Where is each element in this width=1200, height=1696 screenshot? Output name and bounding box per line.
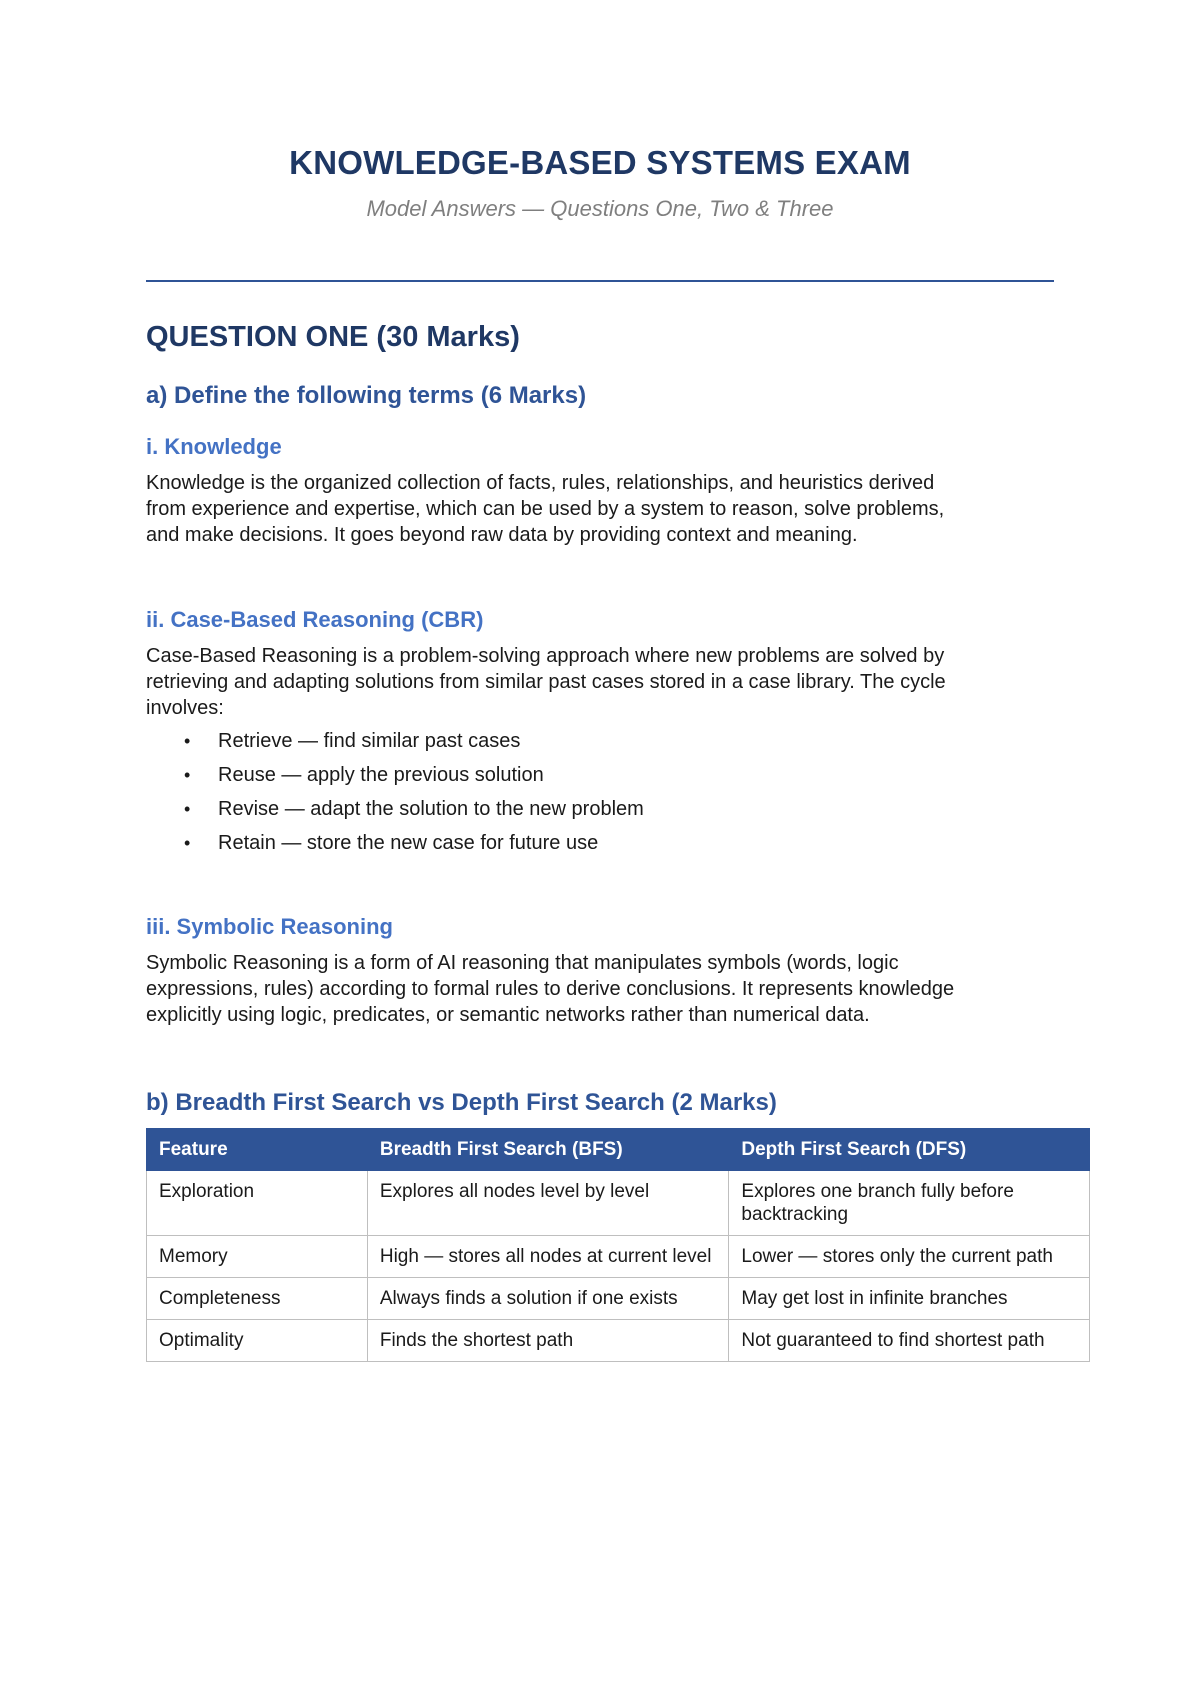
text-line: Symbolic Reasoning is a form of AI reasoning that manipulates symbols (words, logic [146,952,899,974]
text-line: involves: [146,697,224,719]
bullet-icon: • [184,731,191,751]
table-cell: Exploration [147,1171,368,1236]
text-line: Knowledge is the organized collection of facts, rules, relationships, and heuristics derived [146,472,935,494]
text-line: explicitly using logic, predicates, or semantic networks rather than numerical data. [146,1004,870,1026]
list-item: • Retain — store the new case for future use [184,832,599,854]
part-b-heading: b) Breadth First Search vs Depth First Search (2 Marks) [146,1089,777,1116]
column-header: Breadth First Search (BFS) [367,1129,729,1171]
bullet-icon: • [184,833,191,853]
list-item: • Retrieve — find similar past cases [184,730,521,752]
table-cell: Explores all nodes level by level [367,1171,729,1236]
column-header: Feature [147,1129,368,1171]
symbolic-definition [146,950,1054,1028]
table-row [147,1320,1090,1362]
table-cell: Lower — stores only the current path [729,1236,1090,1278]
term-symbolic-heading: iii. Symbolic Reasoning [146,914,393,939]
bfs-dfs-comparison-table [146,1128,1090,1362]
title-divider [146,280,1054,282]
table-cell: Explores one branch fully before backtracking [729,1171,1090,1236]
table-cell: Memory [147,1236,368,1278]
table-cell: Not guaranteed to find shortest path [729,1320,1090,1362]
term-cbr-heading: ii. Case-Based Reasoning (CBR) [146,607,484,632]
part-a-heading: a) Define the following terms (6 Marks) [146,382,587,409]
bullet-icon: • [184,765,191,785]
knowledge-definition [146,470,1054,548]
table-cell: Always finds a solution if one exists [367,1278,729,1320]
table-row [147,1278,1090,1320]
list-item: • Revise — adapt the solution to the new problem [184,798,644,820]
question-one-heading: QUESTION ONE (30 Marks) [146,321,520,353]
text-line: and make decisions. It goes beyond raw data by providing context and meaning. [146,524,858,546]
table-cell: Optimality [147,1320,368,1362]
table-row [147,1236,1090,1278]
list-item: • Reuse — apply the previous solution [184,764,544,786]
document-subtitle: Model Answers — Questions One, Two & Three [366,196,834,221]
text-line: from experience and expertise, which can be used by a system to reason, solve problems, [146,498,945,520]
table-header-row [147,1129,1090,1171]
document-title: KNOWLEDGE-BASED SYSTEMS EXAM [289,144,911,181]
term-knowledge-heading: i. Knowledge [146,434,282,459]
column-header: Depth First Search (DFS) [729,1129,1090,1171]
table-cell: May get lost in infinite branches [729,1278,1090,1320]
table-cell: Finds the shortest path [367,1320,729,1362]
text-line: Case-Based Reasoning is a problem-solving approach where new problems are solved by [146,645,945,667]
cbr-definition [146,643,1054,721]
table-cell: High — stores all nodes at current level [367,1236,729,1278]
text-line: expressions, rules) according to formal rules to derive conclusions. It represents knowledge [146,978,955,1000]
text-line: retrieving and adapting solutions from similar past cases stored in a case library. The cycle [146,671,946,693]
table-row [147,1171,1090,1236]
bullet-icon: • [184,799,191,819]
cbr-cycle-list [146,728,644,864]
table-cell: Completeness [147,1278,368,1320]
